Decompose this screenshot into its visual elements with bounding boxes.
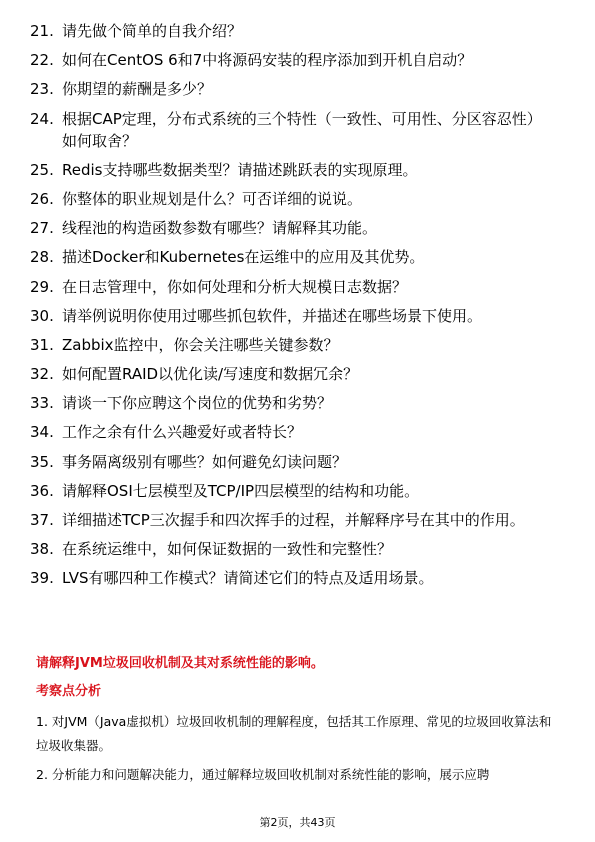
question-item bbox=[30, 451, 550, 473]
question-item bbox=[30, 567, 550, 589]
question-text: 线程池的构造函数参数有哪些？请解释其功能。 bbox=[62, 219, 378, 238]
question-number: 29. bbox=[30, 277, 54, 296]
question-item bbox=[30, 188, 550, 210]
question-item bbox=[30, 246, 550, 268]
question-text: LVS有哪四种工作模式？请简述它们的特点及适用场景。 bbox=[62, 569, 434, 588]
question-number: 21. bbox=[30, 22, 54, 40]
question-item bbox=[30, 538, 550, 560]
question-number: 34. bbox=[30, 423, 54, 442]
question-text: 描述Docker和Kubernetes在运维中的应用及其优势。 bbox=[62, 248, 425, 267]
question-item bbox=[30, 480, 550, 502]
question-number: 36. bbox=[30, 481, 54, 500]
question-list bbox=[30, 20, 550, 597]
question-number: 35. bbox=[30, 452, 54, 471]
question-text: 在日志管理中，你如何处理和分析大规模日志数据？ bbox=[62, 277, 408, 296]
question-number: 28. bbox=[30, 248, 54, 267]
question-item bbox=[30, 363, 550, 385]
section-subheading: 考察点分析 bbox=[36, 684, 102, 699]
question-text: 请先做个简单的自我介绍？ bbox=[62, 22, 243, 40]
question-number: 25. bbox=[30, 160, 54, 179]
question-number: 22. bbox=[30, 51, 54, 70]
question-number: 31. bbox=[30, 335, 54, 354]
question-number: 24. bbox=[30, 109, 54, 128]
question-number: 27. bbox=[30, 219, 54, 238]
page-footer: 第2页，共43页 bbox=[259, 816, 336, 829]
question-text: 在系统运维中，如何保证数据的一致性和完整性？ bbox=[62, 540, 393, 559]
question-text: 详细描述TCP三次握手和四次挥手的过程，并解释序号在其中的作用。 bbox=[62, 511, 525, 529]
question-item bbox=[30, 78, 550, 100]
question-item bbox=[30, 421, 550, 443]
question-number: 26. bbox=[30, 189, 54, 208]
question-text: Zabbix监控中，你会关注哪些关键参数？ bbox=[62, 335, 339, 354]
question-item bbox=[30, 276, 550, 298]
answer-section bbox=[36, 654, 556, 792]
question-number: 32. bbox=[30, 365, 54, 384]
question-text: 如何在CentOS 6和7中将源码安装的程序添加到开机自启动？ bbox=[62, 51, 473, 70]
question-text: 请谈一下你应聘这个岗位的优势和劣势？ bbox=[62, 394, 333, 413]
question-text: 如何配置RAID以优化读/写速度和数据冗余？ bbox=[62, 365, 359, 384]
question-number: 39. bbox=[30, 569, 54, 588]
question-number: 38. bbox=[30, 540, 54, 559]
question-item bbox=[30, 392, 550, 414]
analysis-item: 1. 对JVM（Java虚拟机）垃圾回收机制的理解程度，包括其工作原理、常见的垃圾回收算法和垃圾收集器。 bbox=[36, 714, 552, 753]
question-text: 根据CAP定理，分布式系统的三个特性（一致性、可用性、分区容忍性）如何取舍？ bbox=[62, 109, 542, 150]
question-number: 23. bbox=[30, 80, 54, 99]
question-item bbox=[30, 305, 550, 327]
question-text: 事务隔离级别有哪些？如何避免幻读问题？ bbox=[62, 452, 348, 471]
question-text: 你期望的薪酬是多少？ bbox=[62, 80, 213, 99]
question-number: 33. bbox=[30, 394, 54, 413]
section-heading: 请解释JVM垃圾回收机制及其对系统性能的影响。 bbox=[36, 656, 324, 671]
question-text: 请举例说明你使用过哪些抓包软件，并描述在哪些场景下使用。 bbox=[62, 306, 483, 325]
question-item bbox=[30, 334, 550, 356]
question-number: 37. bbox=[30, 511, 54, 529]
question-number: 30. bbox=[30, 306, 54, 325]
question-text: 请解释OSI七层模型及TCP/IP四层模型的结构和功能。 bbox=[62, 481, 420, 500]
question-item bbox=[30, 20, 550, 42]
question-text: 工作之余有什么兴趣爱好或者特长？ bbox=[62, 423, 303, 442]
question-item bbox=[30, 159, 550, 181]
question-text: Redis支持哪些数据类型？请描述跳跃表的实现原理。 bbox=[62, 160, 418, 179]
question-item bbox=[30, 49, 550, 71]
question-item bbox=[30, 217, 550, 239]
analysis-item: 2. 分析能力和问题解决能力，通过解释垃圾回收机制对系统性能的影响，展示应聘 bbox=[36, 767, 490, 782]
question-item bbox=[30, 509, 550, 531]
question-text: 你整体的职业规划是什么？可否详细的说说。 bbox=[62, 189, 363, 208]
question-item bbox=[30, 108, 550, 152]
